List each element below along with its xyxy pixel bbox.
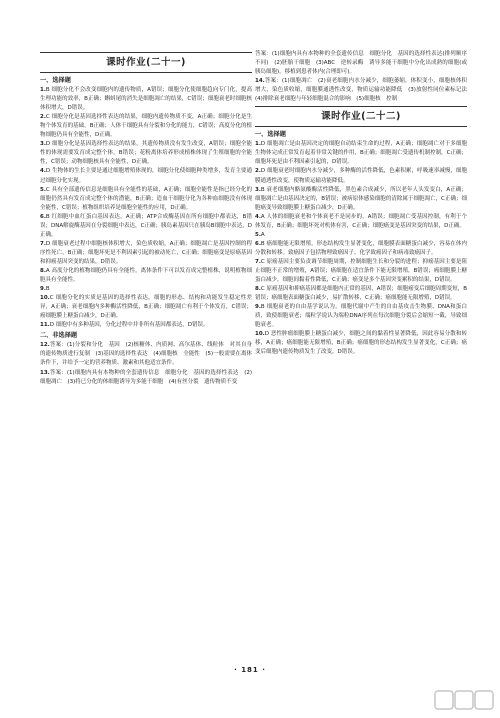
answer-text: 答案：(1)细胞内具有本物种的全套遗传信息 细胞分化 基因的选择性表达 (2)细胞凋亡 (3)将已分化的体细胞诱导为多能干细胞 (4)有丝分裂 遗传物质不变 [40, 369, 252, 385]
answer-text: B 红细胞中血红蛋白基因表达，A正确；ATP合成酶基因在所有细胞中都表达，B错误；DNA解旋酶基因在分裂细胞中表达，C正确；胰岛素基因只在胰岛B细胞中表达，D正确。 [40, 213, 252, 238]
title-rule-top [255, 106, 467, 107]
answer-number: 12. [40, 342, 50, 349]
title-rule-top [40, 52, 252, 53]
answer-number: 6. [40, 213, 46, 220]
answer-text: 答案：(1)细胞凋亡 (2)衰老细胞内水分减少，细胞萎缩，体积变小，细胞核体积增大，染色质收缩，细胞膜通透性改变，物质运输功能降低 (3)放射性同位素标记法 (4)排除衰老细胞与年轻细胞混合的影响 (5)细胞核 控制 [255, 78, 473, 103]
answer-text: B 细胞分化不会改变细胞内的遗传物质，A错误；细胞分化使细胞趋向专门化，提高生理功能的效率，B正确；蝌蚪尾的消失是细胞凋亡的结果，C错误；细胞衰老时细胞核体积增大，D错误。 [40, 87, 252, 112]
answer-item [40, 267, 252, 285]
answer-item [255, 330, 467, 357]
answer-item [255, 231, 467, 240]
section-title-21: 课时作业(二十一) [106, 57, 186, 68]
answer-item [40, 186, 252, 213]
answer-item [255, 140, 467, 167]
title-rule-bottom [40, 72, 252, 73]
answer-text: D 细胞衰老过程中细胞核体积增大，染色质收缩，A正确；细胞凋亡是基因控制的程序性死亡，B正确；细胞坏死是不利因素引起的被动死亡，C正确；细胞癌变是原癌基因和抑癌基因突变的结果，D错误。 [40, 240, 252, 265]
answer-item [40, 294, 252, 321]
answer-item [40, 113, 252, 140]
answer-item [40, 86, 252, 113]
answer-text: C 具有全部遗传信息是细胞具有全能性的基础，A正确；细胞全能性是指已经分化的细胞仍然具有发育成完整个体的潜能，B正确；造血干细胞分化为各种血细胞没有体现全能性，C错误；植物组织培养是细胞全能性的应用，D正确。 [40, 186, 252, 211]
answer-item [40, 213, 252, 240]
answer-item [255, 77, 473, 104]
answer-number: 7. [40, 240, 46, 247]
answer-number: 2. [255, 168, 261, 175]
answer-number: 5. [255, 231, 261, 238]
answer-text: D 细胞中有多种基因，分化过程中并非所有基因都表达，D错误。 [49, 322, 209, 329]
left-column [40, 50, 252, 387]
answer-number: 10. [255, 331, 265, 338]
answer-item [255, 303, 467, 330]
answer-item [255, 167, 467, 185]
answer-number: 14. [255, 78, 265, 85]
answer-number: 6. [255, 240, 261, 247]
answer-number: 4. [40, 168, 46, 175]
answer-item [255, 258, 467, 285]
answer-text: C 原癌基因和抑癌基因都是细胞内正常的基因，A错误；细胞癌变后细胞周期变短，B错误；癌细胞表面糖蛋白减少，易扩散转移，C正确；癌细胞能无限增殖，D错误。 [255, 286, 467, 302]
answer-number: 7. [255, 258, 261, 265]
heading-non-choice: 二、非选择题 [40, 332, 78, 340]
answer-number: 9. [255, 304, 261, 311]
answer-item [40, 341, 252, 368]
heading-multiple-choice: 一、选择题 [40, 77, 71, 84]
answer-text: D 生物体的生长主要是通过细胞增殖体现的，细胞分化使细胞种类增多，发育主要通过细胞分化实现。 [40, 168, 252, 184]
answer-text: B [45, 286, 50, 293]
answer-text: C 细胞分化的实质是基因的选择性表达，细胞的形态、结构和功能发生稳定性差异，A正确；衰老细胞内多种酶活性降低，B正确；细胞凋亡有利于个体发育，C错误；癌细胞膜上糖蛋白减少，D正确。 [40, 295, 252, 320]
answer-number: 10. [40, 295, 50, 302]
answer-text: C 原癌基因主要负责调节细胞周期，控制细胞生长和分裂的进程；抑癌基因主要是阻止细胞不正常的增殖，A错误；癌细胞在适宜条件下能无限增殖，B错误；癌细胞膜上糖蛋白减少，细胞间黏着性降低，C正确；癌变是多个基因突变累积的结果，D错误。 [255, 258, 467, 284]
answer-item [255, 186, 467, 213]
answer-number: 1. [40, 87, 46, 94]
answer-text: B 癌细胞能无限增殖，形态结构发生显著变化，细胞膜表面糖蛋白减少，容易在体内分散和转移。致癌因子包括物理致癌因子、化学致癌因子和病毒致癌因子。 [255, 240, 467, 256]
answer-number: 2. [40, 114, 46, 121]
answer-number: 1. [255, 141, 261, 148]
answer-text: D 恶性肿瘤细胞膜上糖蛋白减少，细胞之间的黏着性显著降低，因此容易分散和转移，A正确；癌细胞能无限增殖，B正确；癌细胞的形态结构发生显著变化，C正确；癌变后细胞内遗传物质发生了改变，D错误。 [255, 331, 467, 356]
answer-number: 8. [40, 267, 46, 274]
answer-number: 11. [40, 322, 50, 329]
title-rule-bottom [255, 126, 467, 127]
answer-number: 3. [255, 186, 261, 193]
answer-text: A 高度分化的植物细胞仍具有全能性，离体条件下可以发育成完整植株，说明植物细胞具有全能性。 [40, 267, 252, 284]
answer-text: C 细胞分化是基因选择性表达的结果，细胞内遗传物质不变，A正确；细胞分化是生物个体发育的基础，B正确；人体干细胞具有分裂和分化的能力，C错误；高度分化的植物细胞仍具有全能性，D正确。 [40, 114, 252, 139]
section-title-22: 课时作业(二十二) [321, 111, 401, 123]
answer-item [255, 50, 467, 77]
page-number: · 181 · [234, 666, 266, 674]
answer-text: D 细胞衰老时细胞内水分减少，多种酶的活性降低，色素积累，呼吸速率减慢，细胞膜通透性改变，使物质运输功能降低。 [255, 168, 467, 184]
answer-number: 3. [40, 141, 46, 148]
answer-number: 5. [40, 186, 46, 193]
answer-item [40, 167, 252, 185]
answer-text: D 细胞凋亡是由基因决定的细胞自动结束生命的过程，A正确；细胞凋亡对于多细胞生物体完成正常发育起着非常关键的作用，B正确；细胞凋亡受遗传机制控制，C正确；细胞坏死是由不利因素引起的，D错误。 [255, 141, 467, 166]
answer-item [40, 369, 252, 387]
answer-text: D 细胞分化是基因选择性表达的结果，其遗传物质没有发生改变，A错误；细胞全能性的体现需要发育成完整个体，B错误；花粉离体培养形成植株体现了生殖细胞的全能性，C错误；动物细胞核具有全能性，D正确。 [40, 141, 252, 166]
heading-multiple-choice: 一、选择题 [255, 131, 286, 139]
answer-number: 9. [40, 286, 46, 293]
answer-number: 4. [255, 213, 261, 220]
answer-text: 答案：(1)细胞内具有本物种的全套遗传信息 细胞分化 基因的选择性表达(排列顺序不同) (2)胚胎干细胞 (3)ABC 逆转录酶 诱导多能干细胞中分化出成熟的细胞(或胰岛细胞)，移植到患者体内(合理即可)。 [255, 51, 467, 76]
answer-number: 13. [40, 369, 50, 376]
right-column [255, 50, 473, 357]
answer-item [40, 321, 252, 330]
answer-item [40, 140, 252, 167]
answer-text: 答案：(1)分裂和分化 基因 (2)核糖体、内质网、高尔基体、线粒体 对其自身的遗传物质进行复制 (3)基因的选择性表达 (4)细胞核 全能性 (5)一般需要在离体条件下，并给予一定的营养物质、激素和其他适宜条件。 [40, 342, 252, 367]
answer-item [255, 213, 467, 231]
answer-text: B 衰老细胞内酪氨酸酶活性降低，黑色素合成减少，所以老年人头发变白，A正确；细胞凋亡是由基因决定的，B错误；被病原体感染细胞的清除属于细胞凋亡，C正确；细胞癌变导致细胞膜上糖蛋白减少，D正确。 [255, 186, 467, 211]
answer-list [255, 140, 467, 357]
answer-text: A [260, 231, 265, 238]
answer-list [40, 341, 252, 386]
answer-item [40, 285, 252, 294]
answer-list [255, 50, 473, 104]
answer-list [40, 86, 252, 330]
answer-number: 8. [255, 286, 261, 293]
answer-item [255, 240, 467, 258]
answer-text: B 细胞衰老的自由基学说认为，细胞代谢中产生的自由基攻击生物膜、DNA和蛋白质，致使细胞衰老；端粒学说认为端粒DNA序列在每次细胞分裂后会缩短一截，导致细胞衰老。 [255, 304, 467, 329]
answer-text: A 人体的细胞衰老和个体衰老不是同步的，A错误；细胞凋亡受基因控制，有利于个体发育，B正确；细胞坏死对机体有害，C正确；细胞癌变是基因突变的结果，D正确。 [255, 213, 467, 229]
answer-item [255, 285, 467, 303]
answer-item [40, 240, 252, 267]
watermark-logo [434, 688, 494, 712]
